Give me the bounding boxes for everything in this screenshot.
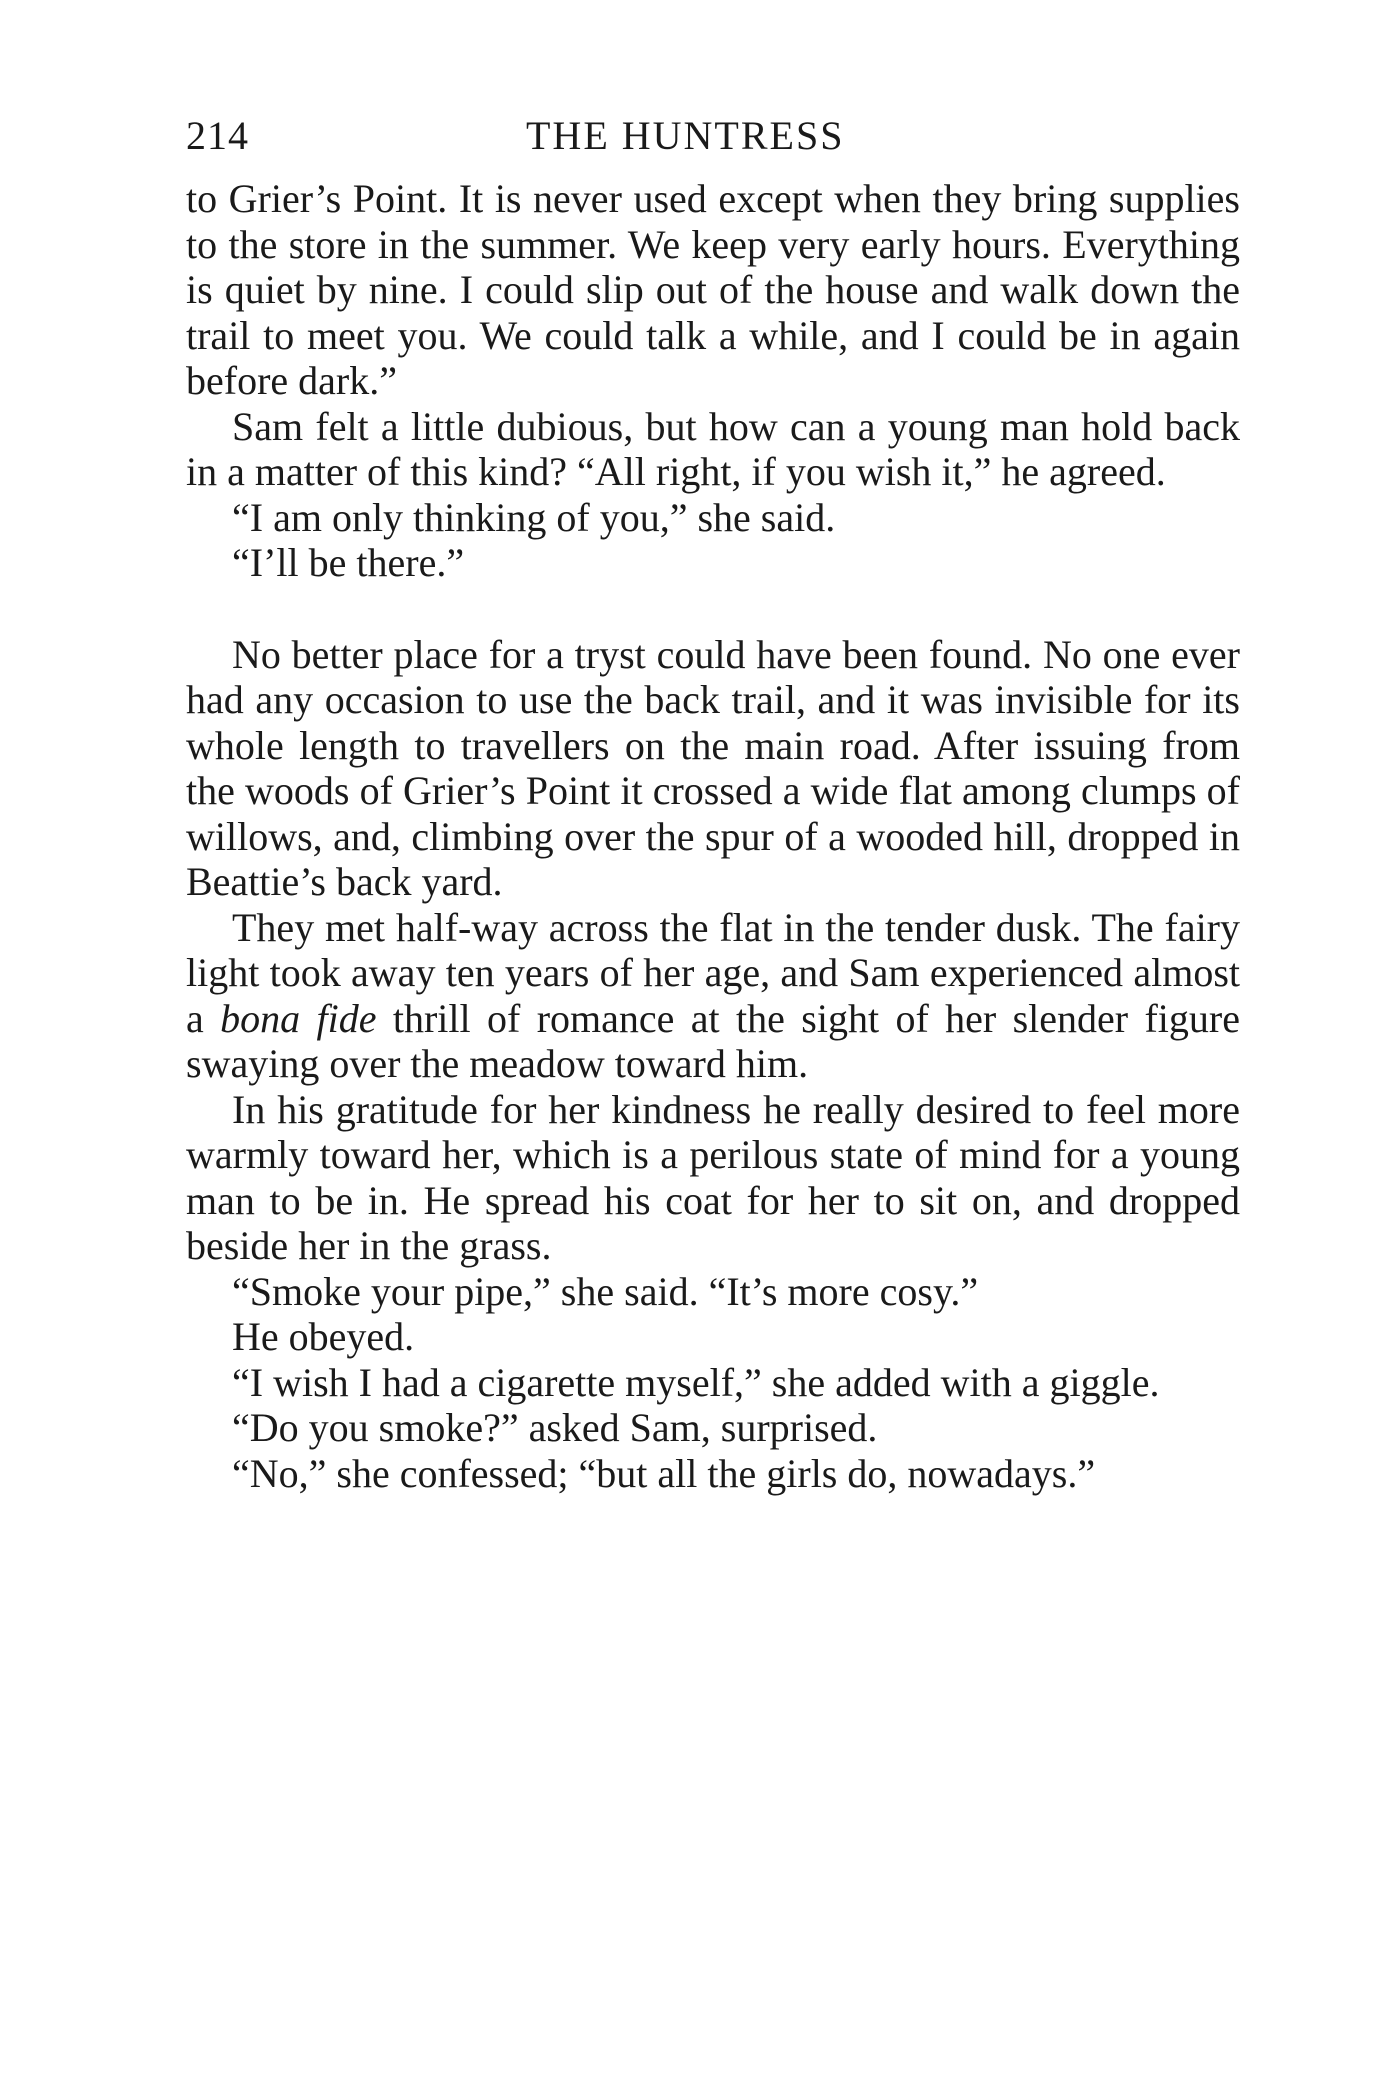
paragraph: “I am only thinking of you,” she said. xyxy=(232,494,836,540)
paragraph: Sam felt a little dubious, but how can a young man hold back in a matter of this kind? “All right, if you wish it,” he agreed. xyxy=(186,403,1240,494)
running-title: THE HUNTRESS xyxy=(526,113,845,158)
paragraph: “Do you smoke?” asked Sam, surprised. xyxy=(232,1405,878,1450)
paragraph: No better place for a tryst could have been found. No one ever had any occasion to use the back trail, and it was invisible for its whole length to travellers on the main road. After issuing from the woods of Grier’s Point it crossed a wide flat among clumps of willows, and, climbing over the spur of a wooded hill, dropped in Beattie’s back yard. xyxy=(186,631,1240,904)
paragraph: “No,” she confessed; “but all the girls do, nowadays.” xyxy=(232,1450,1096,1496)
paragraph xyxy=(186,905,1240,1087)
paragraph-text: thrill of romance at the sight of her slender figure swaying over the meadow toward him. xyxy=(186,995,1240,1086)
paragraph: In his gratitude for her kindness he really desired to feel more warmly toward her, which is a perilous state of mind for a young man to be in. He spread his coat for her to sit on, and dropped beside her in the grass. xyxy=(186,1086,1240,1268)
page-number: 214 xyxy=(186,113,249,158)
body-text xyxy=(186,176,1240,1496)
paragraph: “I’ll be there.” xyxy=(232,540,465,585)
italic-phrase: bona fide xyxy=(220,995,377,1041)
paragraph: to Grier’s Point. It is never used except when they bring supplies to the store in the summer. We keep very early hours. Everything is quiet by nine. I could slip out of the house and walk down the trail to meet you. We could talk a while, and I could be in again before dark.” xyxy=(186,176,1240,403)
paragraph: He obeyed. xyxy=(232,1314,415,1359)
book-page xyxy=(186,112,1240,1496)
page-header xyxy=(186,112,1240,176)
paragraph: “Smoke your pipe,” she said. “It’s more cosy.” xyxy=(232,1268,979,1314)
paragraph-text: They met half-way across the flat in the tender dusk. The fairy light took away ten years of her age, and Sam experienced almost a xyxy=(186,904,1240,1041)
paragraph: “I wish I had a cigarette myself,” she added with a giggle. xyxy=(232,1359,1160,1405)
